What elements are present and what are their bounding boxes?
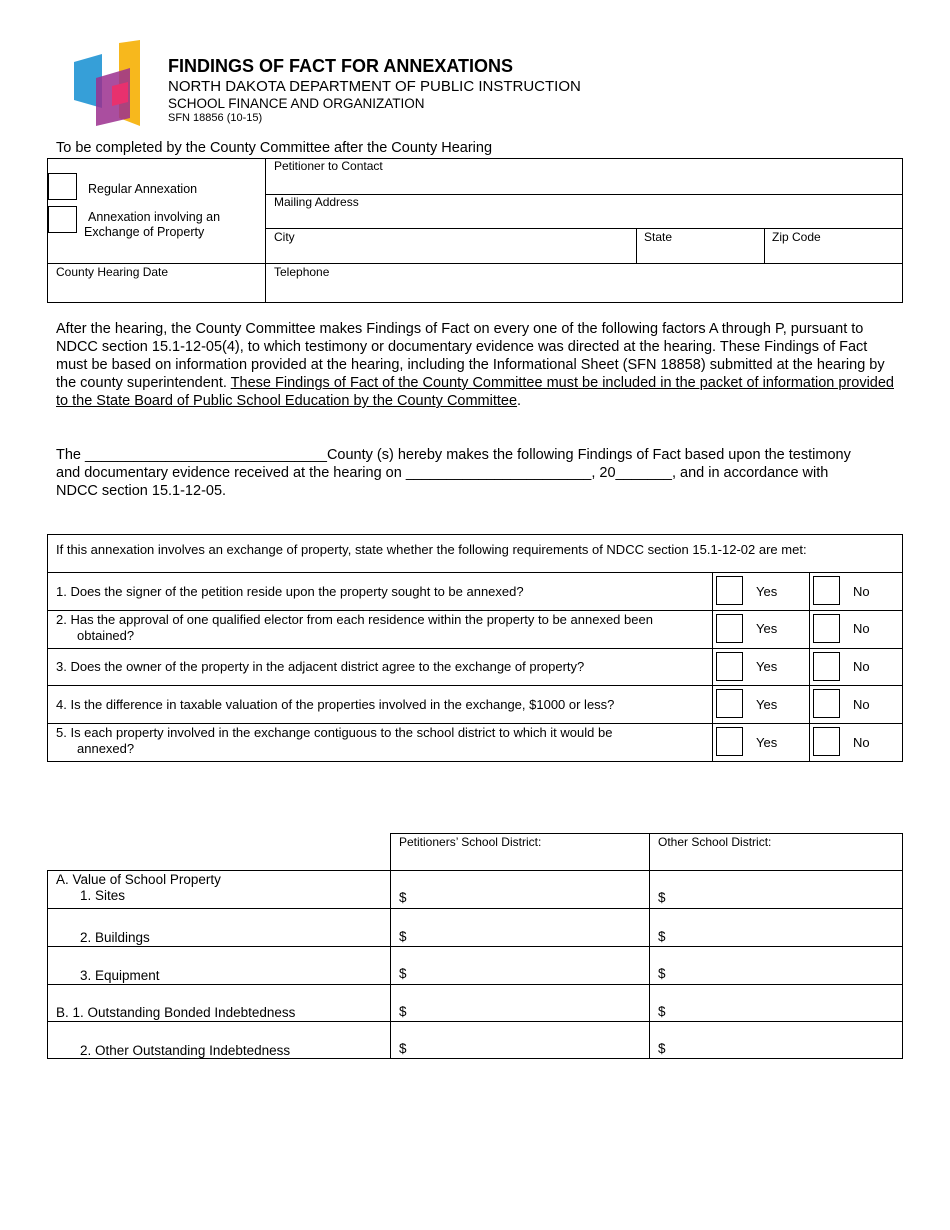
regular-annexation-label: Regular Annexation: [88, 182, 198, 196]
petitioner-label: Petitioner to Contact: [274, 159, 383, 173]
equipment-other-amount[interactable]: $: [658, 966, 666, 981]
exchange-annexation-label-line1: Annexation involving an: [88, 210, 221, 224]
instruction-text: To be completed by the County Committee after the County Hearing: [56, 140, 493, 156]
telephone-label: Telephone: [274, 265, 330, 279]
other-district-header: Other School District:: [658, 835, 772, 849]
findings-paragraph-end: .: [517, 393, 522, 409]
q2-no-checkbox[interactable]: [813, 614, 840, 643]
question-2-cont: obtained?: [77, 628, 135, 643]
q5-yes-label: Yes: [756, 735, 778, 750]
q1-no-label: No: [853, 584, 870, 599]
department-name: NORTH DAKOTA DEPARTMENT OF PUBLIC INSTRUCTION: [168, 78, 581, 95]
question-4: 4. Is the difference in taxable valuation of the properties involved in the exchange, $1000 or less?: [56, 697, 615, 712]
q4-no-checkbox[interactable]: [813, 689, 840, 718]
q5-no-checkbox[interactable]: [813, 727, 840, 756]
q4-yes-checkbox[interactable]: [716, 689, 743, 718]
q2-no-label: No: [853, 621, 870, 636]
state-label: State: [644, 230, 673, 244]
ndpi-logo-icon: [72, 40, 142, 130]
q3-no-label: No: [853, 659, 870, 674]
city-label: City: [274, 230, 295, 244]
findings-paragraph: [56, 320, 896, 410]
q5-no-label: No: [853, 735, 870, 750]
bonded-other-amount[interactable]: $: [658, 1004, 666, 1019]
form-title: FINDINGS OF FACT FOR ANNEXATIONS: [168, 56, 513, 76]
regular-annexation-checkbox[interactable]: [48, 173, 77, 200]
question-5-cont: annexed?: [77, 741, 135, 756]
q3-yes-checkbox[interactable]: [716, 652, 743, 681]
petitioners-district-header: Petitioners’ School District:: [399, 835, 542, 849]
q2-yes-label: Yes: [756, 621, 778, 636]
sites-other-amount[interactable]: $: [658, 890, 666, 905]
county-statement-paragraph: The ______________________________County (s) hereby makes the following Findings of Fact based upon the testimony and documentary evidence received at the hearing on _______________________, 20_______, and in accordance with NDCC section 15.1-12-05.: [56, 447, 851, 499]
q2-yes-checkbox[interactable]: [716, 614, 743, 643]
q4-no-label: No: [853, 697, 870, 712]
row-sites: 1. Sites: [80, 888, 126, 903]
row-equipment: 3. Equipment: [80, 968, 160, 983]
question-1: 1. Does the signer of the petition reside upon the property sought to be annexed?: [56, 584, 524, 599]
question-3: 3. Does the owner of the property in the adjacent district agree to the exchange of property?: [56, 659, 585, 674]
row-other-indebtedness: 2. Other Outstanding Indebtedness: [80, 1043, 291, 1058]
q3-yes-label: Yes: [756, 659, 778, 674]
row-bonded-indebtedness: B. 1. Outstanding Bonded Indebtedness: [56, 1005, 296, 1020]
exchange-intro: If this annexation involves an exchange of property, state whether the following requirements of NDCC section 15.1-12-02 are met:: [56, 542, 807, 557]
exchange-annexation-checkbox[interactable]: [48, 206, 77, 233]
q1-yes-label: Yes: [756, 584, 778, 599]
q4-yes-label: Yes: [756, 697, 778, 712]
buildings-petitioners-amount[interactable]: $: [399, 929, 407, 944]
sites-petitioners-amount[interactable]: $: [399, 890, 407, 905]
buildings-other-amount[interactable]: $: [658, 929, 666, 944]
q3-no-checkbox[interactable]: [813, 652, 840, 681]
findings-paragraph-text: After the hearing, the County Committee makes Findings of Fact on every one of the following factors A through P, pursuant to NDCC section 15.1-12-05(4), to which testimony or documentary evidence was directed at the hearing. These Findings of Fact must be based on information provided at the hearing, including the Informational Sheet (SFN 18858) submitted at the hearing by the county superintendent.: [56, 321, 885, 391]
bonded-petitioners-amount[interactable]: $: [399, 1004, 407, 1019]
county-hearing-date-label: County Hearing Date: [56, 265, 169, 279]
other-debt-petitioners-amount[interactable]: $: [399, 1041, 407, 1056]
q5-yes-checkbox[interactable]: [716, 727, 743, 756]
mailing-address-label: Mailing Address: [274, 195, 359, 209]
division-name: SCHOOL FINANCE AND ORGANIZATION: [168, 96, 425, 111]
findings-paragraph-underlined: These Findings of Fact of the County Committee must be included in the packet of information provided to the State Board of Public School Education by the County Committee: [56, 375, 894, 409]
q1-no-checkbox[interactable]: [813, 576, 840, 605]
row-buildings: 2. Buildings: [80, 930, 150, 945]
question-5: 5. Is each property involved in the exchange contiguous to the school district to which it would be: [56, 725, 613, 740]
equipment-petitioners-amount[interactable]: $: [399, 966, 407, 981]
form-number: SFN 18856 (10-15): [168, 112, 263, 124]
exchange-annexation-label-line2: Exchange of Property: [84, 225, 205, 239]
question-2: 2. Has the approval of one qualified elector from each residence within the property to be annexed been: [56, 612, 653, 627]
zip-code-label: Zip Code: [772, 230, 821, 244]
row-value-of-school-property: A. Value of School Property: [56, 872, 221, 887]
q1-yes-checkbox[interactable]: [716, 576, 743, 605]
other-debt-other-amount[interactable]: $: [658, 1041, 666, 1056]
